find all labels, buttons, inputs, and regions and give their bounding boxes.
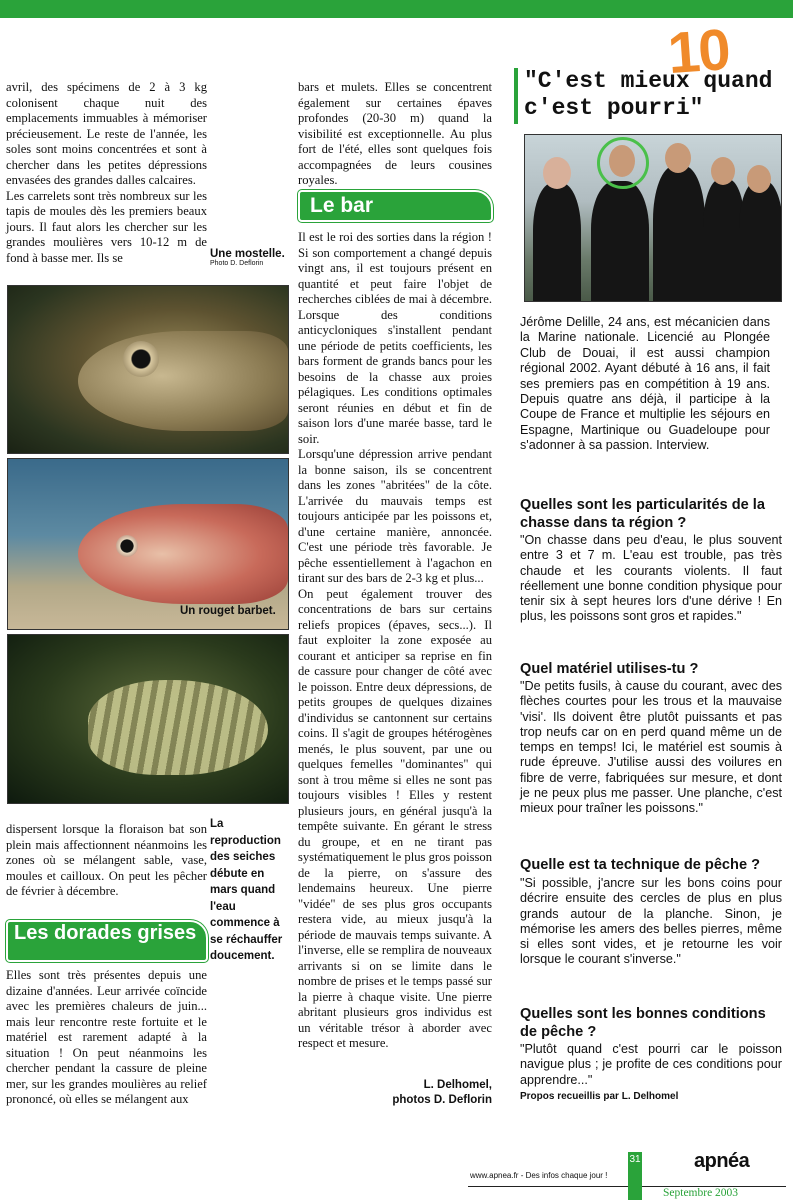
paragraph: Il est le roi des sorties dans la région ! Si son comportement a changé depuis vingt ans, il est toujours présent en quantité et peut faire l'objet de recherches ciblées de mai à décembre. Lorsque des conditions anticycloniques s'installent pendant une période de petits coefficients, les bars forment de grands bancs pour les besoins de la chasse aux proies pélagiques. Les conditions optimales seront réunies en début et fin de saison lors d'une marée basse, tard le soir. [298, 230, 492, 446]
paragraph: avril, des spécimens de 2 à 3 kg colonisent chaque nuit des emplacements immuables à mémoriser précieusement. Le reste de l'année, les soles sont moins concentrées et sont à chercher dans les petites dépressions envasées des grandes dalles calcaires. [6, 80, 207, 187]
paragraph: Les carrelets sont très nombreux sur les tapis de moules dès les premiers beaux jours. Il faut alors les chercher sur les grandes moulières vers 10-12 m de fond à basse mer. Ils se [6, 188, 207, 265]
heading-dorades: Les dorades grises [6, 920, 208, 962]
question-1: Quelles sont les particularités de la chasse dans ta région ? [520, 497, 765, 531]
photo-interviewee-group [524, 134, 782, 302]
interview-title: "C'est mieux quand c'est pourri" [524, 68, 773, 121]
handwritten-page-mark: 10 [665, 16, 731, 87]
answer-1: "On chasse dans peu d'eau, le plus souvent entre 3 et 7 m. L'eau est trouble, pas très chaude et les courants violents. Il faut réellement une bonne condition physique pour tenir six à sept heures lors d'une dérive ! En plus, les poissons sont gros et rapides." [520, 533, 782, 624]
answer-4: "Plutôt quand c'est pourri car le poisson navigue plus ; je profite de ces conditions pour apprendre..." [520, 1042, 782, 1087]
paragraph: On peut également trouver des concentrations de bars sur certains reliefs propices (épaves, secs...). Il faut exploiter la zone exposée au courant et anticiper sa reprise en fin de cassure pour changer de côté avec le poisson. Entre deux dépressions, de petits groupes de quelques dizaines d'individus se cantonnent sur certains coins. Il s'agit de groupes hétérogènes menés, le plus souvent, par une ou quelques femelles "dominantes" qui sont à trou même si elles ne sont pas toujours visibles ! Elles y restent plusieurs jours, en général jusqu'à la tempête suivante. En gérant le stress du groupe, et en ne tirant pas systématiquement le plus gros poisson de la pierre, on s'assure des lendemains heureux. Une pierre "vidée" de ses plus gros occupants restera vide, au mieux jusqu'à la période de mauvais temps suivante. A l'inverse, elle se remplira de nouveaux arrivants si on se limite dans le nombre de prises et le temps passé sur la pierre à chaque visite. Une pierre abritant plusieurs gros individus est un véritable trésor à aborder avec respect et mesure. [298, 586, 492, 1050]
title-accent-bar [514, 68, 518, 124]
photo-credit: Photo D. Deflorin [210, 260, 264, 267]
col2-bar-text [298, 230, 492, 1052]
col1-bottom-text: dispersent lorsque la floraison bat son plein mais affectionnent néanmoins les zones où se mélangent sable, vase, moules et cailloux. On peut les pêcher de février à décembre. [6, 822, 207, 898]
highlight-circle [597, 137, 649, 189]
answer-2: "De petits fusils, à cause du courant, avec des flèches courtes pour les trous et la mauvaise 'visi'. Ils doivent être plutôt puissants et pas trop neufs car on en perd quand même un de temps en temps! Ici, le matériel est soumis à rude épreuve. J'utilise aussi des voilures en fibre de verre, fabriquées sur mesure, et dont je ne peux plus me passer. Une planche, c'est mieux pour traîner les poissons." [520, 679, 782, 816]
photo-rouget [7, 458, 289, 630]
interview-intro: Jérôme Delille, 24 ans, est mécanicien dans la Marine nationale. Licencié au Plongée Club de Douai, il est aussi champion régional 2002. Ayant débuté à 16 ans, il fait ses premiers pas en compétition à 19 ans. Depuis quatre ans déjà, il participe à la Coupe de France et multiplie les séjours en Espagne, Martinique ou Guadeloupe pour s'adonner à sa passion. Interview. [520, 315, 770, 453]
issue-date: Septembre 2003 [663, 1187, 739, 1199]
heading-bar: Le bar [298, 190, 493, 222]
page-number: 31 [628, 1152, 642, 1200]
caption-seiches: La reproduction des seiches débute en mars quand l'eau commence à se réchauffer doucement. [210, 818, 283, 962]
question-4: Quelles sont les bonnes conditions de pêche ? [520, 1006, 766, 1040]
photo-mostelle [7, 285, 289, 454]
signature: L. Delhomel, photos D. Deflorin [392, 1079, 492, 1106]
col1-dorades-text: Elles sont très présentes depuis une dizaine d'années. Leur arrivée coïncide avec les premières chaleurs de juin... mais leur rencontre reste fortuite et le matériel est rarement adapté à la situation ! On peut néanmoins les chercher pendant la cassure de pleine mer, sur les grandes moulières au relief prononcé, où elles se mélangent aux [6, 968, 207, 1106]
photo-seiche [7, 634, 289, 804]
magazine-logo: apnéa [694, 1150, 750, 1172]
question-2: Quel matériel utilises-tu ? [520, 661, 699, 677]
paragraph: Lorsqu'une dépression arrive pendant la bonne saison, ils se concentrent dans les zones "abritées" de la côte. L'arrivée du mauvais temps est toujours anticipée par les poissons et, d'une certaine manière, annoncée. C'est une période très favorable. Je pêche essentiellement à l'agachon en tirant sur des bars de 2-3 kg et plus... [298, 447, 492, 585]
question-3: Quelle est ta technique de pêche ? [520, 857, 761, 873]
col2-top-text: bars et mulets. Elles se concentrent également sur certaines épaves profondes (20-30 m) quand la visibilité est exceptionnelle. Au plus fort de l'été, elles sont quelques fois accompagnées de leurs cousines royales. [298, 80, 492, 187]
caption-mostelle: Une mostelle. Photo D. Deflorin [210, 248, 285, 267]
caption-rouget: Un rouget barbet. [180, 605, 276, 617]
col1-top-text [6, 80, 207, 266]
footer-url: www.apnea.fr - Des infos chaque jour ! [470, 1171, 608, 1180]
footer-divider [468, 1186, 786, 1187]
answer-3: "Si possible, j'ancre sur les bons coins pour décrire ensuite des cercles de plus en plus grands autour de la planche. Sinon, je mémorise les amers des belles pierres, même si elles sont vides, et je retourne les voir lorsque le courant s'inverse." [520, 876, 782, 967]
interview-credit: Propos recueillis par L. Delhomel [520, 1091, 679, 1102]
top-green-bar [0, 0, 793, 18]
